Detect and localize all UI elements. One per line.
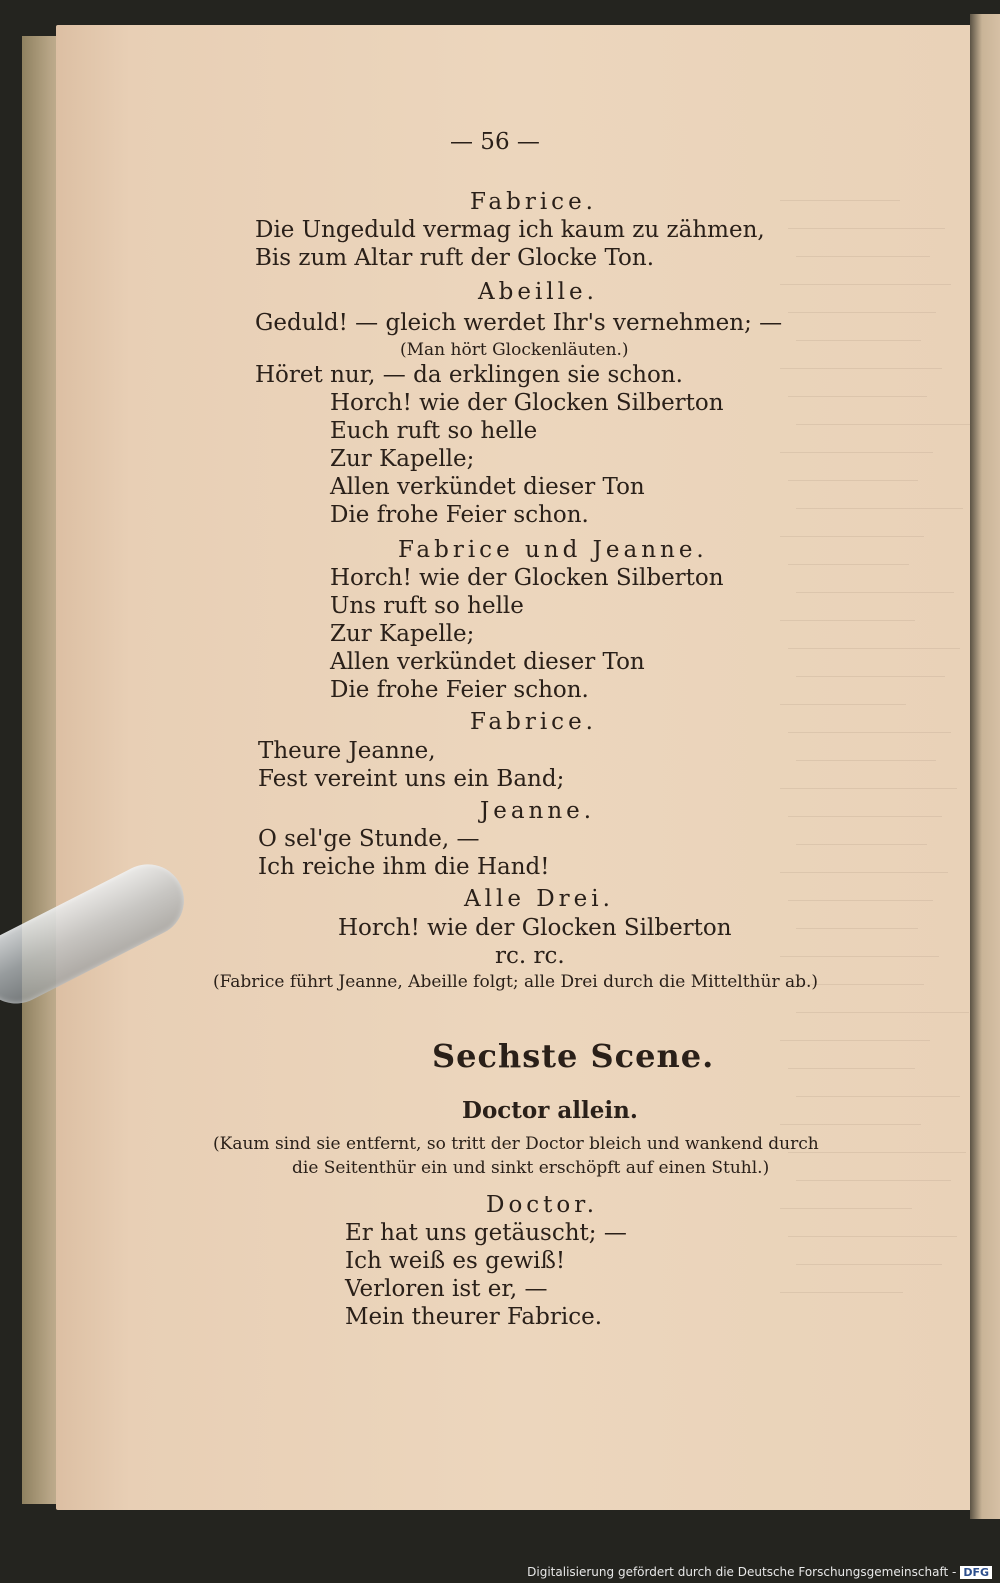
facing-page-edge: [970, 14, 1000, 1519]
bleed-through-line: [788, 564, 909, 565]
verse-line: Uns ruft so helle: [330, 593, 524, 619]
verse-line: Doctor allein.: [462, 1097, 638, 1124]
verse-line: Euch ruft so helle: [330, 418, 538, 444]
bleed-through-line: [780, 368, 942, 369]
bleed-through-line: [796, 1180, 951, 1181]
bleed-through-line: [796, 1096, 960, 1097]
verse-line: O sel'ge Stunde, —: [258, 826, 480, 852]
bleed-through-line: [788, 228, 945, 229]
verse-line: Geduld! — gleich werdet Ihr's vernehmen; —: [255, 310, 783, 336]
dfg-logo: DFG: [960, 1566, 992, 1579]
stage-direction: (Fabrice führt Jeanne, Abeille folgt; alle Drei durch die Mittelthür ab.): [213, 972, 819, 992]
footer-text: Digitalisierung gefördert durch die Deutsche Forschungsgemeinschaft -: [527, 1565, 957, 1579]
bleed-through-line: [796, 844, 927, 845]
bleed-through-line: [780, 788, 957, 789]
bleed-through-line: [780, 704, 906, 705]
bleed-through-line: [780, 956, 939, 957]
verse-line: Horch! wie der Glocken Silberton: [338, 915, 732, 941]
bleed-through-line: [796, 256, 930, 257]
bleed-through-line: [796, 676, 945, 677]
verse-line: Theure Jeanne,: [258, 738, 436, 764]
bleed-through-line: [780, 536, 924, 537]
speaker-name: Jeanne.: [480, 798, 596, 824]
bleed-through-line: [788, 1236, 957, 1237]
bleed-through-line: [796, 424, 972, 425]
page-number: — 56 —: [450, 129, 540, 155]
speaker-name: Abeille.: [478, 279, 598, 305]
stage-direction: die Seitenthür ein und sinkt erschöpft auf einen Stuhl.): [292, 1158, 770, 1178]
verse-line: rc. rc.: [495, 943, 565, 969]
bleed-through-line: [788, 732, 951, 733]
verse-line: Die Ungeduld vermag ich kaum zu zähmen,: [255, 217, 765, 243]
speaker-name: Fabrice.: [470, 189, 597, 215]
bleed-through-line: [780, 1040, 930, 1041]
verse-line: Er hat uns getäuscht; —: [345, 1220, 627, 1246]
speaker-name: Alle Drei.: [464, 886, 614, 912]
verse-line: Allen verkündet dieser Ton: [330, 474, 645, 500]
verse-line: Verloren ist er, —: [345, 1276, 548, 1302]
verse-line: Ich reiche ihm die Hand!: [258, 854, 550, 880]
verse-line: Fest vereint uns ein Band;: [258, 766, 565, 792]
bleed-through-line: [788, 648, 960, 649]
verse-line: Die frohe Feier schon.: [330, 502, 589, 528]
speaker-name: Fabrice und Jeanne.: [398, 537, 708, 563]
stage-direction: (Man hört Glockenläuten.): [400, 340, 629, 360]
bleed-through-line: [780, 452, 933, 453]
verse-line: Die frohe Feier schon.: [330, 677, 589, 703]
verse-line: Bis zum Altar ruft der Glocke Ton.: [255, 245, 655, 271]
verse-line: Zur Kapelle;: [330, 621, 475, 647]
bleed-through-line: [780, 872, 948, 873]
speaker-name: Doctor.: [486, 1192, 599, 1218]
bleed-through-line: [788, 1068, 915, 1069]
bleed-through-line: [788, 900, 933, 901]
scene-title: Sechste Scene.: [432, 1037, 715, 1075]
bleed-through-line: [788, 312, 936, 313]
bleed-through-line: [780, 1124, 921, 1125]
stage-direction: (Kaum sind sie entfernt, so tritt der Doctor bleich und wankend durch: [213, 1134, 819, 1154]
bleed-through-line: [796, 928, 918, 929]
verse-line: Höret nur, — da erklingen sie schon.: [255, 362, 683, 388]
bleed-through-line: [788, 480, 918, 481]
bleed-through-line: [796, 760, 936, 761]
verse-line: Allen verkündet dieser Ton: [330, 649, 645, 675]
bleed-through-line: [796, 508, 963, 509]
bleed-through-line: [796, 1012, 969, 1013]
bleed-through-line: [780, 200, 900, 201]
dfg-footer: [527, 1565, 992, 1579]
bleed-through-line: [780, 620, 915, 621]
verse-line: Zur Kapelle;: [330, 446, 475, 472]
bleed-through-line: [796, 340, 921, 341]
bleed-through-line: [796, 1264, 942, 1265]
verse-line: Horch! wie der Glocken Silberton: [330, 565, 724, 591]
bleed-through-line: [788, 816, 942, 817]
speaker-name: Fabrice.: [470, 709, 597, 735]
verse-line: Horch! wie der Glocken Silberton: [330, 390, 724, 416]
bleed-through-line: [780, 1292, 903, 1293]
verse-line: Ich weiß es gewiß!: [345, 1248, 566, 1274]
verse-line: Mein theurer Fabrice.: [345, 1304, 603, 1330]
bleed-through-line: [780, 284, 951, 285]
bleed-through-line: [780, 1208, 912, 1209]
bleed-through-line: [796, 592, 954, 593]
bleed-through-line: [788, 396, 927, 397]
